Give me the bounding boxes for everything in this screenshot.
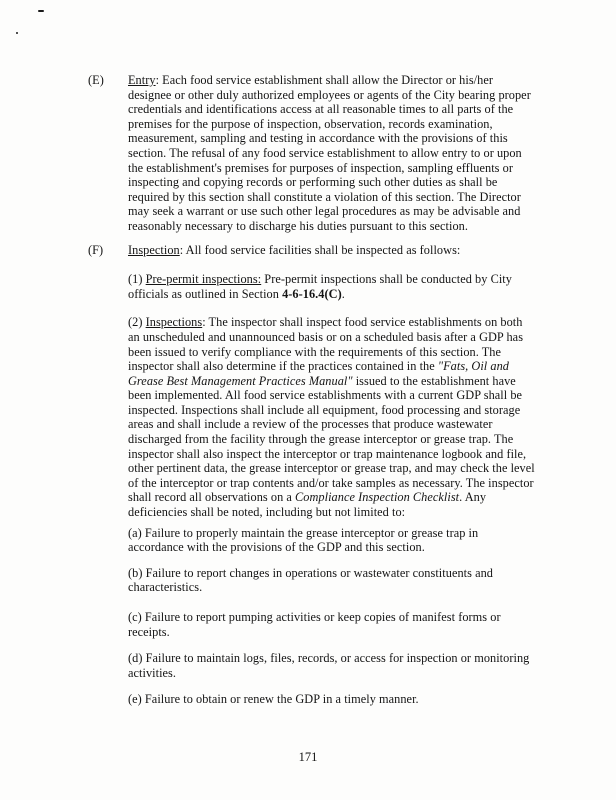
text-segment: (c) Failure to report pumping activities or keep copies of manifest forms or (128, 610, 501, 624)
text-line (128, 625, 548, 640)
text-segment: designee or other duly authorized employees or agents of the City bearing proper (128, 87, 531, 102)
text-segment: Entry (128, 73, 156, 87)
document-body (88, 73, 548, 707)
text-segment: : The inspector shall inspect food service establishments on both (202, 315, 523, 330)
text-segment: discharged from the facility through the grease interceptor or grease trap. The (128, 432, 514, 447)
text-segment: : Each food service establishment shall allow the Director or his/her (155, 73, 493, 87)
text-line (128, 175, 548, 190)
text-segment: characteristics. (128, 580, 203, 595)
paragraph (128, 272, 548, 301)
text-line (128, 73, 548, 88)
text-line (128, 374, 548, 389)
paragraph (128, 692, 548, 707)
text-segment: the establishment's premises for purposes of inspection, sampling effluents or (128, 160, 513, 175)
paragraph (128, 651, 548, 680)
text-segment: . (341, 286, 345, 301)
text-line (128, 190, 548, 205)
paragraph (128, 315, 548, 519)
text-segment: "Fats, Oil and (437, 359, 509, 374)
text-segment: premises for the purpose of inspection, observation, records examination, (128, 116, 493, 131)
paragraph (88, 242, 548, 258)
text-segment: 4-6-16.4(C) (282, 286, 342, 301)
text-line (128, 146, 548, 161)
text-segment: inspected. Inspections shall include all equipment, food processing and storage (128, 402, 521, 417)
text-segment: been issued to verify compliance with the requirements of this section. The (128, 344, 502, 359)
text-line (128, 490, 548, 505)
text-line (128, 692, 548, 707)
text-line (128, 330, 548, 345)
text-segment: other pertinent data, the grease interceptor or grease trap, and may check the level (128, 461, 535, 476)
text-segment: (b) Failure to report changes in operations or wastewater constituents and (128, 565, 493, 580)
text-line (128, 287, 548, 302)
text-segment: Inspections (145, 315, 203, 330)
paragraph (128, 566, 548, 595)
text-segment: measurement, sampling and testing in accordance with the provisions of this (128, 131, 508, 146)
text-line (128, 505, 548, 520)
text-line (128, 526, 548, 541)
text-line (128, 161, 548, 176)
text-line (128, 102, 548, 117)
text-line (128, 476, 548, 491)
text-line (128, 243, 548, 258)
text-segment: of the interceptor or trap contents and/or take samples as necessary. The inspector (128, 475, 534, 490)
text-segment: (d) Failure to maintain logs, files, records, or access for inspection or monitoring (128, 651, 530, 666)
text-line (128, 219, 548, 234)
paragraph (88, 73, 548, 234)
text-segment: Pre-permit inspections shall be conducted by City (261, 272, 512, 287)
text-line (128, 580, 548, 595)
text-segment: areas and shall include a review of the processes that produce wastewater (128, 417, 493, 432)
paragraph (128, 610, 548, 639)
text-line (128, 417, 548, 432)
text-segment: credentials and identifications access at all reasonable times to all parts of the (128, 102, 514, 117)
text-line (128, 359, 548, 374)
scan-artifact-dash (38, 10, 44, 12)
text-line (128, 403, 548, 418)
text-segment: Inspection (128, 242, 180, 257)
text-line (128, 204, 548, 219)
text-segment: shall record all observations on a (128, 490, 296, 505)
text-segment: receipts. (128, 624, 170, 639)
text-segment: officials as outlined in Section (128, 286, 283, 301)
text-line (128, 388, 548, 403)
text-line (128, 272, 548, 287)
text-segment: (a) Failure to properly maintain the grease interceptor or grease trap in (128, 525, 479, 540)
text-segment: inspecting and copying records or performing such other duties as shall be (128, 175, 498, 190)
text-segment: required by this section shall constitute a violation of this section. The Director (128, 189, 521, 204)
text-line (128, 540, 548, 555)
text-line (128, 610, 548, 625)
paragraph (128, 526, 548, 555)
text-segment: (e) Failure to obtain or renew the GDP in a timely manner. (128, 692, 419, 707)
text-segment: . Any (459, 490, 487, 505)
scan-artifact-dot (16, 32, 18, 34)
text-segment: inspector shall also inspect the interceptor or trap maintenance logbook and file, (128, 446, 527, 461)
text-line (128, 432, 548, 447)
text-line (128, 131, 548, 146)
text-line (128, 461, 548, 476)
text-segment: Compliance Inspection Checklist (295, 490, 460, 505)
text-segment: (2) (128, 315, 146, 330)
text-segment: been implemented. All food service establishments with a current GDP shall be (128, 388, 523, 403)
text-line (128, 315, 548, 330)
text-line (128, 666, 548, 681)
text-line (128, 447, 548, 462)
text-segment: an unscheduled and unannounced basis or on a scheduled basis after a GDP has (128, 329, 524, 344)
text-segment: deficiencies shall be noted, including but not limited to: (128, 505, 406, 520)
text-segment: : All food service facilities shall be inspected as follows: (179, 242, 461, 257)
page-number: 171 (298, 750, 318, 764)
paragraph-label: (E) (88, 73, 104, 87)
text-segment: activities. (128, 665, 177, 680)
text-line (128, 566, 548, 581)
text-segment: accordance with the provisions of the GDP and this section. (128, 540, 425, 555)
text-line (128, 88, 548, 103)
text-segment: issued to the establishment have (352, 373, 516, 388)
text-line (128, 117, 548, 132)
text-segment: Grease Best Management Practices Manual" (128, 373, 353, 388)
text-segment: (1) (128, 272, 146, 287)
text-segment: reasonably necessary to discharge his duties pursuant to this section. (128, 218, 468, 233)
text-segment: Pre-permit inspections: (145, 272, 262, 287)
text-line (128, 345, 548, 360)
text-segment: may seek a warrant or use such other legal procedures as may be advisable and (128, 204, 521, 219)
text-line (128, 651, 548, 666)
text-segment: inspector shall also determine if the practices contained in the (128, 359, 438, 374)
paragraph-label: (F) (88, 242, 104, 257)
text-segment: section. The refusal of any food service establishment to allow entry to or upon (128, 145, 522, 160)
